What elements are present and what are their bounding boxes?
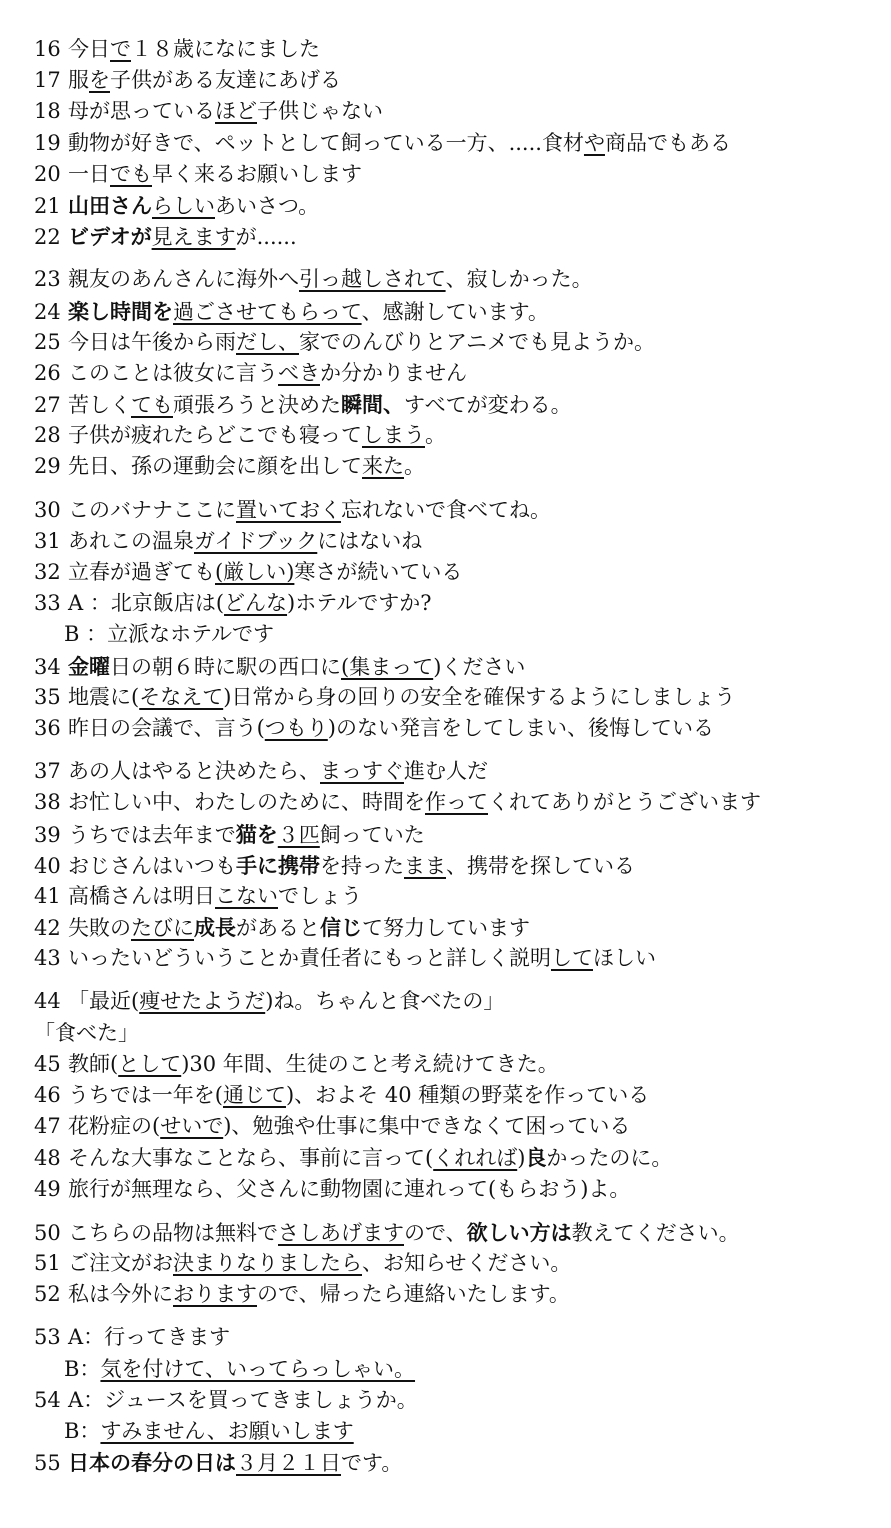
sentence-text: うちでは一年を( — [68, 1083, 223, 1107]
question-number: 18 — [34, 99, 61, 124]
question-line — [34, 912, 891, 943]
sentence-text: 日本の春分の日は — [68, 1450, 236, 1476]
sentence-text: かったのに。 — [546, 1146, 673, 1171]
underlined-phrase: で — [110, 37, 131, 61]
underlined-phrase: しまう — [362, 423, 425, 448]
sentence-text: 山田さん — [68, 192, 152, 218]
underlined-phrase: つもり — [264, 715, 328, 740]
question-number: 34 — [34, 654, 61, 679]
sentence-text: 金曜 — [68, 653, 110, 679]
question-number: 44 — [34, 989, 61, 1014]
sentence-text: A：行ってきます — [68, 1325, 231, 1350]
question-line — [34, 682, 891, 713]
underlined-phrase: ても — [131, 393, 173, 418]
question-number: 53 — [34, 1325, 61, 1350]
sentence-text: 子供じゃない — [257, 99, 383, 124]
sentence-text: 子供がある友達にあげる — [110, 68, 341, 93]
sentence-text: 失敗の — [68, 916, 131, 941]
question-number: 41 — [34, 883, 61, 908]
question-group — [34, 34, 891, 252]
question-number: 55 — [34, 1451, 61, 1476]
underlined-phrase: 作って — [425, 790, 488, 815]
underlined-phrase: 引っ越しされて — [299, 267, 446, 292]
question-number: 33 — [34, 591, 61, 616]
question-number: 48 — [34, 1146, 61, 1171]
question-number: 24 — [34, 299, 61, 324]
question-number: 25 — [34, 329, 61, 354]
sentence-text: 飼っていた — [319, 822, 425, 847]
sentence-text: て努力しています — [362, 916, 530, 941]
question-line — [34, 1049, 891, 1080]
question-line — [34, 986, 891, 1017]
sentence-text: 手に携帯 — [236, 852, 320, 878]
question-line — [34, 588, 891, 619]
sentence-text: １８歳になにました — [131, 37, 320, 61]
question-group — [34, 264, 891, 482]
question-line — [34, 96, 891, 127]
question-number: 23 — [34, 267, 61, 292]
underlined-phrase: 気を付けて、いってらっしゃい。 — [100, 1356, 416, 1381]
question-number: 49 — [34, 1176, 61, 1201]
underlined-phrase: でも — [110, 161, 152, 186]
question-line — [34, 557, 891, 588]
underlined-phrase: だし、 — [236, 329, 299, 354]
question-number: 38 — [34, 790, 61, 815]
question-line — [34, 327, 891, 358]
question-line — [34, 1111, 891, 1142]
sentence-text: 「最近( — [68, 989, 140, 1014]
question-group — [34, 1217, 891, 1311]
question-line — [34, 850, 891, 881]
sentence-text: )ホテルですか? — [287, 591, 432, 616]
sentence-text: 旅行が無理なら、父さんに動物園に連れって(もらおう)よ。 — [68, 1176, 631, 1201]
sentence-text: 今日は午後から雨 — [68, 329, 236, 354]
sentence-text: 頑張ろうと決めた — [173, 393, 341, 418]
question-line — [34, 34, 891, 65]
question-group — [34, 1322, 891, 1478]
underlined-phrase: ３匹 — [277, 822, 320, 847]
question-number: 32 — [34, 560, 61, 584]
sentence-text: B ：立派なホテルです — [64, 622, 275, 647]
underlined-phrase: どんな — [224, 591, 288, 616]
sentence-text: があると — [236, 916, 320, 941]
question-number: 20 — [34, 161, 61, 186]
question-number: 46 — [34, 1083, 61, 1107]
sentence-text: 「食べた」 — [34, 1020, 139, 1045]
underlined-phrase: おります — [173, 1282, 257, 1307]
underlined-phrase: さしあげます — [278, 1220, 404, 1245]
question-number: 52 — [34, 1282, 61, 1307]
question-line — [34, 159, 891, 190]
question-number: 17 — [34, 68, 61, 93]
sentence-text: 私は今外に — [68, 1282, 173, 1307]
sentence-text: くれてありがとうございます — [488, 790, 761, 815]
sentence-text: ビデオが — [68, 224, 152, 250]
sentence-text: 日の朝６時に駅の西口に — [110, 654, 341, 679]
underlined-phrase: 来た — [362, 454, 404, 479]
sentence-text: )ください — [433, 654, 526, 679]
sentence-text: 地震に( — [68, 684, 140, 709]
question-line — [34, 1279, 891, 1310]
question-number: 47 — [34, 1114, 61, 1139]
underlined-phrase: まっすぐ — [320, 759, 404, 784]
question-line — [34, 1174, 891, 1205]
underlined-phrase: 通じて — [222, 1083, 286, 1107]
sentence-text: 花粉症の( — [68, 1114, 161, 1139]
question-number: 22 — [34, 225, 61, 250]
question-number: 16 — [34, 37, 61, 61]
question-line — [34, 526, 891, 557]
sentence-text: いったいどういうことか責任者にもっと詳しく説明 — [68, 946, 551, 971]
question-number: 26 — [34, 360, 61, 385]
question-line — [34, 1322, 891, 1353]
question-line — [34, 221, 891, 252]
question-number: 39 — [34, 822, 61, 847]
underlined-phrase: (厳しい) — [215, 560, 295, 584]
sentence-text: )ね。ちゃんと食べたの」 — [265, 989, 505, 1014]
sentence-text: あいさつ。 — [215, 193, 320, 218]
question-line — [34, 619, 891, 650]
question-number: 28 — [34, 423, 61, 448]
sentence-text: 、携帯を探している — [446, 853, 635, 878]
question-line — [34, 1416, 891, 1447]
sentence-text: こちらの品物は無料で — [68, 1220, 278, 1245]
sentence-text: )日常から身の回りの安全を確保するようにしましょう — [223, 684, 736, 709]
question-line — [34, 1354, 891, 1385]
question-number: 54 — [34, 1387, 61, 1412]
sentence-text: そんな大事なことなら、事前に言って( — [68, 1146, 434, 1171]
sentence-text: あれこの温泉 — [68, 528, 194, 553]
sentence-text: B： — [64, 1418, 101, 1443]
question-number: 21 — [34, 193, 61, 218]
sentence-text: ほしい — [593, 946, 656, 971]
sentence-text: 教えてください。 — [571, 1220, 740, 1245]
sentence-text: 立春が過ぎても — [68, 560, 215, 584]
question-line — [34, 943, 891, 974]
sentence-text: おじさんはいつも — [68, 853, 236, 878]
sentence-text: すべてが変わる。 — [404, 393, 572, 418]
underlined-phrase: を — [89, 68, 110, 93]
question-line — [34, 1248, 891, 1279]
sentence-text: 寒さが続いている — [294, 560, 463, 584]
underlined-phrase: (集まって — [341, 654, 434, 679]
question-group — [34, 756, 891, 974]
question-number: 27 — [34, 393, 61, 418]
question-number: 31 — [34, 528, 61, 553]
sentence-text: か分かりません — [320, 360, 467, 385]
underlined-phrase: 置いておく — [236, 497, 341, 522]
sentence-text: 高橋さんは明日 — [68, 883, 215, 908]
sentence-text: 、感謝しています。 — [361, 299, 549, 324]
sentence-text: を持った — [320, 853, 404, 878]
sentence-text: 服 — [68, 68, 89, 93]
sentence-text: です。 — [341, 1451, 403, 1476]
underlined-phrase: して — [551, 946, 593, 971]
question-number: 30 — [34, 497, 61, 522]
underlined-phrase: 痩せたようだ — [139, 989, 266, 1014]
sentence-text: 良 — [525, 1145, 547, 1171]
sentence-text: A：ジュースを買ってきましょうか。 — [68, 1387, 418, 1412]
sentence-text: )、およそ 40 種類の野菜を作っている — [285, 1083, 650, 1107]
underlined-phrase: や — [583, 130, 605, 155]
sentence-text: あの人はやると決めたら、 — [68, 759, 320, 784]
underlined-phrase: すみません、お願いします — [100, 1418, 354, 1443]
sentence-text: 苦しく — [68, 393, 131, 418]
underlined-phrase: こない — [215, 883, 278, 908]
underlined-phrase: まま — [404, 853, 446, 878]
sentence-text: )、勉強や仕事に集中できなくて困っている — [223, 1114, 631, 1139]
underlined-phrase: たびに — [131, 916, 194, 941]
sentence-text: 母が思っている — [68, 99, 215, 124]
sentence-text: ので、 — [404, 1220, 467, 1245]
sentence-text: 成長 — [194, 915, 236, 941]
sentence-text: このバナナここに — [68, 497, 236, 522]
question-number: 42 — [34, 916, 61, 941]
sentence-text: 。 — [404, 454, 425, 479]
underlined-phrase: そなえて — [139, 684, 224, 709]
sentence-text: 先日、孫の運動会に顔を出して — [68, 454, 362, 479]
question-number: 35 — [34, 684, 61, 709]
question-line — [34, 819, 891, 850]
question-line — [34, 651, 891, 682]
question-number: 36 — [34, 715, 61, 740]
underlined-phrase: 見えます — [151, 225, 236, 250]
underlined-phrase: べき — [278, 360, 320, 385]
question-line — [34, 264, 891, 295]
question-line — [34, 358, 891, 389]
question-group — [34, 986, 891, 1204]
question-line — [34, 296, 891, 327]
sentence-text: 親友のあんさんに海外へ — [68, 267, 299, 292]
sentence-text: が...... — [235, 225, 297, 250]
sentence-text: お忙しい中、わたしのために、時間を — [68, 790, 425, 815]
question-group — [34, 495, 891, 745]
sentence-text: 早く来るお願いします — [152, 161, 362, 186]
sentence-text: 猫を — [235, 821, 278, 847]
sentence-text: 忘れないで食べてね。 — [341, 497, 551, 522]
sentence-text: 、お知らせください。 — [362, 1250, 572, 1275]
sentence-text: 商品でもある — [604, 130, 731, 155]
sentence-text: 瞬間、 — [341, 392, 404, 418]
sentence-text: 信じ — [320, 915, 362, 941]
question-line — [34, 420, 891, 451]
question-line — [34, 881, 891, 912]
question-number: 40 — [34, 853, 61, 878]
sentence-text: にはないね — [317, 528, 423, 553]
question-number: 37 — [34, 759, 61, 784]
question-line — [34, 190, 891, 221]
question-line — [34, 128, 891, 159]
sentence-text: 昨日の会議で、言う( — [68, 715, 265, 740]
question-line — [34, 1018, 891, 1049]
question-line — [34, 787, 891, 818]
sentence-text: 楽し時間を — [68, 298, 173, 324]
sentence-text: )30 年間、生徒のこと考え続けてきた。 — [181, 1051, 559, 1076]
sentence-text: B： — [64, 1356, 101, 1381]
sentence-text: このことは彼女に言う — [68, 360, 278, 385]
sentence-text: 進む人だ — [404, 759, 488, 784]
sentence-text: A ：北京飯店は( — [68, 591, 225, 616]
sentence-text: ) — [517, 1146, 526, 1171]
sentence-text: 。 — [425, 423, 446, 448]
question-line — [34, 1385, 891, 1416]
sentence-text: 今日 — [68, 37, 110, 61]
underlined-phrase: らしい — [152, 193, 215, 218]
sentence-text: 教師( — [68, 1051, 119, 1076]
sentence-text: 動物が好きで、ペットとして飼っている一方、.....食材 — [68, 130, 584, 155]
underlined-phrase: として — [118, 1051, 182, 1076]
underlined-phrase: ガイドブック — [194, 528, 318, 553]
underlined-phrase: せいで — [160, 1114, 224, 1139]
question-line — [34, 756, 891, 787]
question-number: 51 — [34, 1250, 61, 1275]
question-line — [34, 389, 891, 420]
underlined-phrase: くれれば — [433, 1146, 518, 1171]
sentence-text: ご注文がお — [68, 1250, 173, 1275]
sentence-text: 家でのんびりとアニメでも見ようか。 — [299, 329, 655, 354]
sentence-text: 一日 — [68, 161, 110, 186]
question-line — [34, 1447, 891, 1478]
underlined-phrase: ほど — [215, 99, 257, 124]
question-number: 19 — [34, 130, 61, 155]
question-line — [34, 713, 891, 744]
question-line — [34, 1080, 891, 1111]
question-line — [34, 495, 891, 526]
underlined-phrase: 決まりなりましたら — [173, 1250, 362, 1275]
question-line — [34, 451, 891, 482]
question-line — [34, 1217, 891, 1248]
question-number: 29 — [34, 454, 61, 479]
question-number: 43 — [34, 946, 61, 971]
sentence-text: )のない発言をしてしまい、後悔している — [327, 715, 714, 740]
underlined-phrase: ３月２１日 — [236, 1451, 341, 1476]
sentence-text: 欲しい方は — [466, 1219, 572, 1245]
underlined-phrase: 過ごさせてもらって — [173, 299, 362, 324]
question-line — [34, 65, 891, 96]
sentence-text: 子供が疲れたらどこでも寝って — [68, 423, 362, 448]
question-number: 45 — [34, 1051, 61, 1076]
sentence-text: 、寂しかった。 — [445, 267, 593, 292]
question-number: 50 — [34, 1220, 61, 1245]
sentence-text: うちでは去年まで — [68, 822, 236, 847]
sentence-text: でしょう — [278, 883, 362, 908]
sentence-text: ので、帰ったら連絡いたします。 — [257, 1282, 570, 1307]
question-line — [34, 1142, 891, 1173]
